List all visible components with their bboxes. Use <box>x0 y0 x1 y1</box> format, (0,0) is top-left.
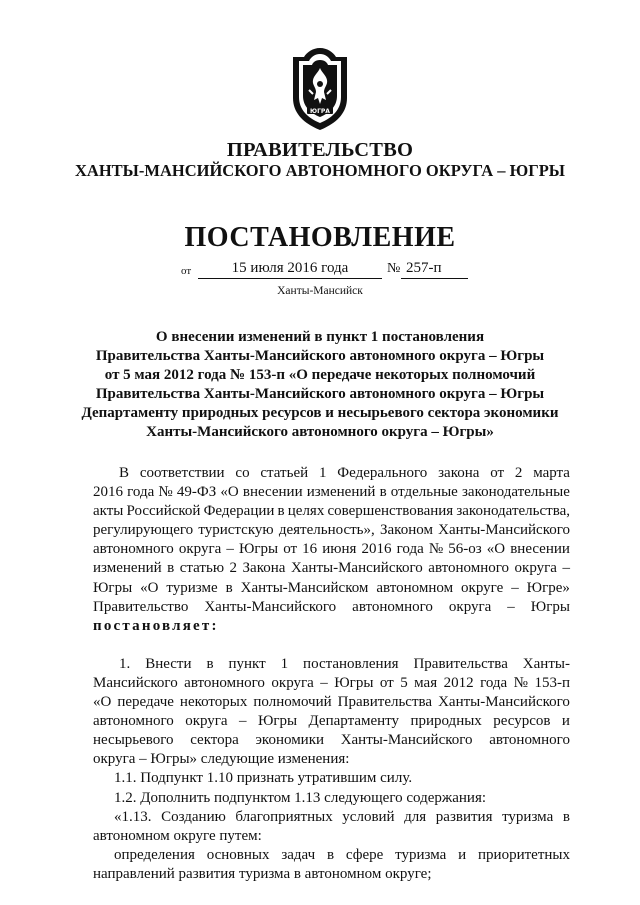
government-subtitle: ХАНТЫ-МАНСИЙСКОГО АВТОНОМНОГО ОКРУГА – ЮГРЫ <box>75 161 565 180</box>
word: Югры <box>238 541 279 558</box>
word: 1. <box>119 655 131 672</box>
word: передаче <box>117 694 174 711</box>
word: 2016 <box>93 484 123 501</box>
word: развития <box>435 808 493 825</box>
date-number-row <box>0 262 640 282</box>
word: округа <box>178 541 222 558</box>
item-line: направлений развития туризма в автономном округе; <box>93 865 432 882</box>
word: в <box>167 560 175 577</box>
heading-line: О внесении изменений в пункт 1 постановления <box>155 329 485 345</box>
word: внесении <box>242 484 303 501</box>
word: со <box>235 465 250 481</box>
word: «О <box>220 484 239 501</box>
word: Ханты-Мансийского <box>438 522 570 539</box>
word: сектора <box>190 732 239 749</box>
word: от <box>379 674 394 691</box>
preamble-line <box>93 540 570 559</box>
word: некоторых <box>179 694 248 711</box>
preamble-line <box>93 483 570 502</box>
svg-text:ЮГРА: ЮГРА <box>310 108 330 115</box>
word: сфере <box>345 846 384 863</box>
word: Закона <box>242 560 286 577</box>
word: задач <box>281 846 316 863</box>
word: целях <box>287 503 325 520</box>
word: автономного <box>93 713 174 730</box>
heading-line: от 5 мая 2012 года № 153-п «О передаче некоторых полномочий <box>104 367 536 383</box>
word: в <box>206 655 214 672</box>
word: автономного <box>489 732 570 749</box>
word: в <box>562 808 570 825</box>
word: акты <box>93 503 124 520</box>
word: законодательные <box>461 484 570 501</box>
word: изменений <box>306 484 376 501</box>
preamble-line <box>93 464 570 483</box>
word: «О <box>140 579 159 596</box>
word: Внести <box>145 655 192 672</box>
word: автономного <box>352 598 433 615</box>
word: 2012 <box>443 674 474 691</box>
city: Ханты-Мансийск <box>277 285 363 297</box>
word: в <box>379 484 387 501</box>
word: 1 <box>280 655 289 672</box>
word: изменений <box>93 560 162 577</box>
word: от <box>490 465 505 481</box>
date-prefix: от <box>181 265 192 277</box>
word: округе <box>461 579 504 596</box>
word: определения <box>114 846 195 863</box>
word: совершенствования <box>327 503 454 520</box>
document-number: 257-п <box>401 260 468 279</box>
word: Правительство <box>93 598 189 615</box>
word: В <box>119 465 130 481</box>
resolves-word: постановляет: <box>93 617 219 634</box>
sub-item: 1.2. Дополнить подпунктом 1.13 следующего содержания: <box>114 789 487 806</box>
preamble-line <box>93 502 570 521</box>
number-sign: № <box>387 261 401 276</box>
preamble-line <box>93 598 570 617</box>
word: «О <box>93 694 112 711</box>
word: туризме <box>166 579 218 596</box>
word: Правительства <box>337 694 433 711</box>
coat-of-arms-emblem <box>287 46 353 132</box>
word: автономном <box>376 579 454 596</box>
word: постановления <box>303 655 399 672</box>
item-line <box>93 674 570 693</box>
document-date: 15 июля 2016 года <box>198 260 382 279</box>
word: регулирующего <box>93 522 194 539</box>
word: в <box>225 579 233 596</box>
word: Федерации <box>203 503 275 520</box>
word: года <box>396 541 424 558</box>
word: ресурсов <box>493 713 551 730</box>
word: туристскую <box>198 522 274 539</box>
word: – <box>239 713 247 730</box>
word: основных <box>206 846 270 863</box>
item-line <box>93 808 570 827</box>
word: приоритетных <box>478 846 570 863</box>
word: Югры <box>334 674 374 691</box>
word: несырьевого <box>93 732 174 749</box>
word: Российской <box>126 503 201 520</box>
word: в <box>277 503 285 520</box>
word: деятельность», <box>278 522 375 539</box>
word: «1.13. <box>114 808 152 825</box>
word: Югры <box>93 579 133 596</box>
word: марта <box>533 465 570 481</box>
word: – <box>562 560 570 577</box>
document-type: ПОСТАНОВЛЕНИЕ <box>184 222 456 253</box>
word: № <box>158 484 173 501</box>
item-line <box>93 693 570 712</box>
word: условий <box>342 808 395 825</box>
word: – <box>511 579 519 596</box>
word: Ханты-Мансийского <box>438 694 570 711</box>
item-line <box>93 846 570 865</box>
word: Ханты-Мансийском <box>240 579 369 596</box>
word: автономного <box>184 674 265 691</box>
word: Федерального <box>337 465 428 481</box>
preamble-line <box>93 521 570 540</box>
paragraph-gap <box>93 636 570 655</box>
ugra-coat-of-arms-icon <box>287 46 353 132</box>
word: года <box>480 674 508 691</box>
word: автономного <box>93 541 174 558</box>
word: автономного <box>428 560 510 577</box>
word: Созданию <box>161 808 226 825</box>
preamble-line <box>93 579 570 598</box>
word: пункт <box>228 655 266 672</box>
word: соответствии <box>139 465 225 481</box>
word: и <box>561 713 570 730</box>
word: Ханты- <box>522 655 570 672</box>
word: июня <box>322 541 357 558</box>
heading-line: Правительства Ханты-Мансийского автономного округа – Югры <box>95 386 545 402</box>
word: благоприятных <box>235 808 333 825</box>
word: Югре» <box>526 579 570 596</box>
word: Югры <box>530 598 570 615</box>
word: и <box>458 846 467 863</box>
word: – <box>507 598 515 615</box>
item-line: округа – Югры» следующие изменения: <box>93 751 350 768</box>
word: 1 <box>318 465 327 481</box>
word: статьей <box>260 465 309 481</box>
word: в <box>326 846 335 863</box>
word: закона <box>438 465 480 481</box>
word: статью <box>179 560 225 577</box>
word: округа <box>185 713 228 730</box>
resolves-line <box>93 617 570 636</box>
word: туризма <box>502 808 554 825</box>
word: 16 <box>302 541 318 558</box>
word: Мансийского <box>93 674 178 691</box>
word: 2 <box>229 560 238 577</box>
word: Департаменту <box>308 713 400 730</box>
word: для <box>404 808 427 825</box>
item-line: автономном округе путем: <box>93 827 262 844</box>
word: № <box>428 541 444 558</box>
preamble-line <box>93 559 570 578</box>
word: от <box>283 541 298 558</box>
item-line <box>93 655 570 674</box>
word: 56-оз <box>448 541 482 558</box>
word: полномочий <box>253 694 332 711</box>
word: – <box>320 674 328 691</box>
word: мая <box>414 674 438 691</box>
word: Законом <box>380 522 433 539</box>
item-line <box>93 712 570 731</box>
word: года <box>127 484 155 501</box>
word: природных <box>410 713 482 730</box>
word: внесении <box>510 541 570 558</box>
word: округа <box>448 598 492 615</box>
heading-line: Ханты-Мансийского автономного округа – Югры» <box>146 424 494 440</box>
word: 49-ФЗ <box>176 484 217 501</box>
word: округа <box>514 560 557 577</box>
heading-line: Правительства Ханты-Мансийского автономного округа – Югры <box>95 348 545 364</box>
word: Югры <box>257 713 298 730</box>
word: отдельные <box>390 484 458 501</box>
word: экономики <box>255 732 325 749</box>
item-line <box>93 731 570 750</box>
word: законодательства, <box>456 503 570 520</box>
word: 153-п <box>534 674 570 691</box>
word: Ханты-Мансийского <box>340 732 473 749</box>
word: Ханты-Мансийского <box>204 598 337 615</box>
word: № <box>513 674 528 691</box>
government-title: ПРАВИТЕЛЬСТВО <box>226 139 414 161</box>
heading-line: Департаменту природных ресурсов и несырьевого сектора экономики <box>81 405 559 421</box>
word: округа <box>271 674 314 691</box>
word: 2 <box>514 465 523 481</box>
word: 5 <box>400 674 408 691</box>
word: 2016 <box>361 541 392 558</box>
word: туризма <box>395 846 447 863</box>
sub-item: 1.1. Подпункт 1.10 признать утратившим силу. <box>114 770 413 787</box>
document-body <box>93 464 570 884</box>
document-heading <box>70 328 570 442</box>
word: – <box>226 541 234 558</box>
word: Правительства <box>413 655 508 672</box>
word: Ханты-Мансийского <box>290 560 423 577</box>
word: «О <box>486 541 506 558</box>
